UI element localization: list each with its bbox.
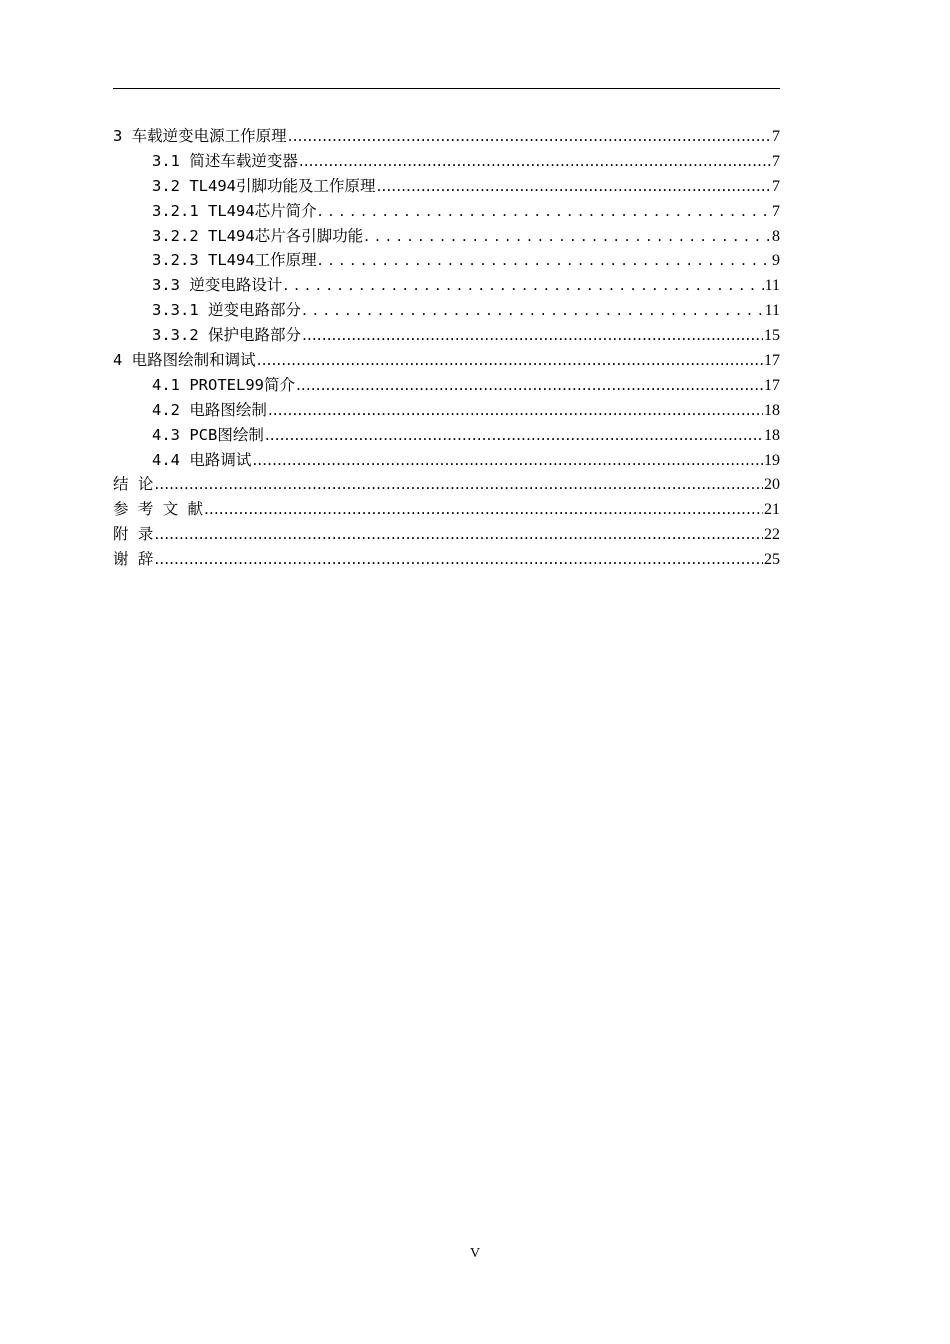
toc-entry[interactable] bbox=[113, 448, 780, 473]
toc-entry-title: 结 论 bbox=[113, 475, 154, 494]
toc-entry-page: 21 bbox=[764, 501, 780, 519]
toc-entry[interactable] bbox=[113, 174, 780, 199]
toc-dot-leader bbox=[154, 547, 763, 572]
toc-entry-page: 11 bbox=[764, 277, 780, 295]
toc-dot-leader bbox=[302, 298, 764, 323]
toc-dot-leader bbox=[302, 323, 763, 348]
toc-dot-leader bbox=[265, 423, 763, 448]
toc-entry-page: 7 bbox=[772, 177, 780, 195]
toc-entry-title: 4.2 电路图绘制 bbox=[152, 400, 267, 419]
toc-entry[interactable] bbox=[113, 273, 780, 298]
toc-dot-leader bbox=[296, 373, 763, 398]
toc-entry-page: 11 bbox=[764, 302, 780, 320]
toc-entry[interactable] bbox=[113, 149, 780, 174]
toc-entry-title: 4 电路图绘制和调试 bbox=[113, 351, 256, 370]
toc-entry[interactable] bbox=[113, 224, 780, 249]
toc-entry[interactable] bbox=[113, 497, 780, 522]
toc-entry[interactable] bbox=[113, 398, 780, 423]
toc-entry-page: 7 bbox=[772, 152, 780, 170]
toc-entry[interactable] bbox=[113, 472, 780, 497]
toc-entry-title: 4.4 电路调试 bbox=[152, 450, 252, 469]
toc-entry-title: 参 考 文 献 bbox=[113, 500, 203, 519]
toc-entry-page: 17 bbox=[764, 352, 780, 370]
toc-entry[interactable] bbox=[113, 124, 780, 149]
toc-dot-leader bbox=[257, 348, 763, 373]
toc-dot-leader bbox=[268, 398, 763, 423]
toc-dot-leader bbox=[318, 248, 771, 273]
toc-entry-title: 3.2.1 TL494芯片简介 bbox=[152, 201, 317, 220]
toc-entry-title: 附 录 bbox=[113, 525, 154, 544]
toc-entry-title: 4.1 PROTEL99简介 bbox=[152, 375, 295, 394]
toc-entry[interactable] bbox=[113, 323, 780, 348]
toc-entry[interactable] bbox=[113, 547, 780, 572]
toc-entry-page: 25 bbox=[764, 551, 780, 569]
toc-entry-page: 7 bbox=[772, 128, 780, 145]
toc-entry-title: 3 车载逆变电源工作原理 bbox=[113, 127, 287, 145]
toc-dot-leader bbox=[377, 174, 772, 199]
toc-dot-leader bbox=[299, 149, 771, 174]
toc-entry-title: 谢 辞 bbox=[113, 550, 154, 569]
toc-entry[interactable] bbox=[113, 298, 780, 323]
toc-entry[interactable] bbox=[113, 248, 780, 273]
toc-entry-title: 3.1 简述车载逆变器 bbox=[152, 151, 298, 170]
toc-entry-page: 7 bbox=[772, 202, 780, 220]
toc-entry[interactable] bbox=[113, 522, 780, 547]
toc-entry[interactable] bbox=[113, 423, 780, 448]
toc-entry-page: 18 bbox=[764, 401, 780, 419]
toc-entry-page: 18 bbox=[764, 426, 780, 444]
toc-entry-page: 19 bbox=[764, 451, 780, 469]
toc-entry[interactable] bbox=[113, 373, 780, 398]
toc-dot-leader bbox=[288, 124, 771, 149]
toc-entry-title: 3.2.2 TL494芯片各引脚功能 bbox=[152, 226, 364, 245]
toc-dot-leader bbox=[252, 448, 763, 473]
toc-entry-page: 15 bbox=[764, 327, 780, 345]
page-number: V bbox=[469, 1246, 481, 1261]
toc-entry-title: 3.3.2 保护电路部分 bbox=[152, 326, 301, 345]
toc-entry-title: 3.2.3 TL494工作原理 bbox=[152, 251, 317, 270]
toc-dot-leader bbox=[364, 224, 771, 249]
toc-dot-leader bbox=[283, 273, 763, 298]
toc-entry[interactable] bbox=[113, 199, 780, 224]
toc-entry-page: 9 bbox=[772, 252, 780, 270]
toc-entry-title: 3.3 逆变电路设计 bbox=[152, 276, 283, 295]
toc-entry-title: 3.2 TL494引脚功能及工作原理 bbox=[152, 176, 376, 195]
table-of-contents bbox=[113, 124, 780, 572]
toc-dot-leader bbox=[204, 497, 763, 522]
toc-entry-page: 20 bbox=[764, 476, 780, 494]
header-rule bbox=[113, 88, 780, 89]
toc-entry-title: 3.3.1 逆变电路部分 bbox=[152, 301, 301, 320]
toc-entry[interactable] bbox=[113, 348, 780, 373]
toc-dot-leader bbox=[154, 522, 763, 547]
toc-entry-page: 17 bbox=[764, 376, 780, 394]
toc-dot-leader bbox=[318, 199, 771, 224]
toc-entry-page: 22 bbox=[764, 526, 780, 544]
toc-entry-title: 4.3 PCB图绘制 bbox=[152, 425, 264, 444]
toc-dot-leader bbox=[154, 472, 763, 497]
toc-entry-page: 8 bbox=[772, 227, 780, 245]
